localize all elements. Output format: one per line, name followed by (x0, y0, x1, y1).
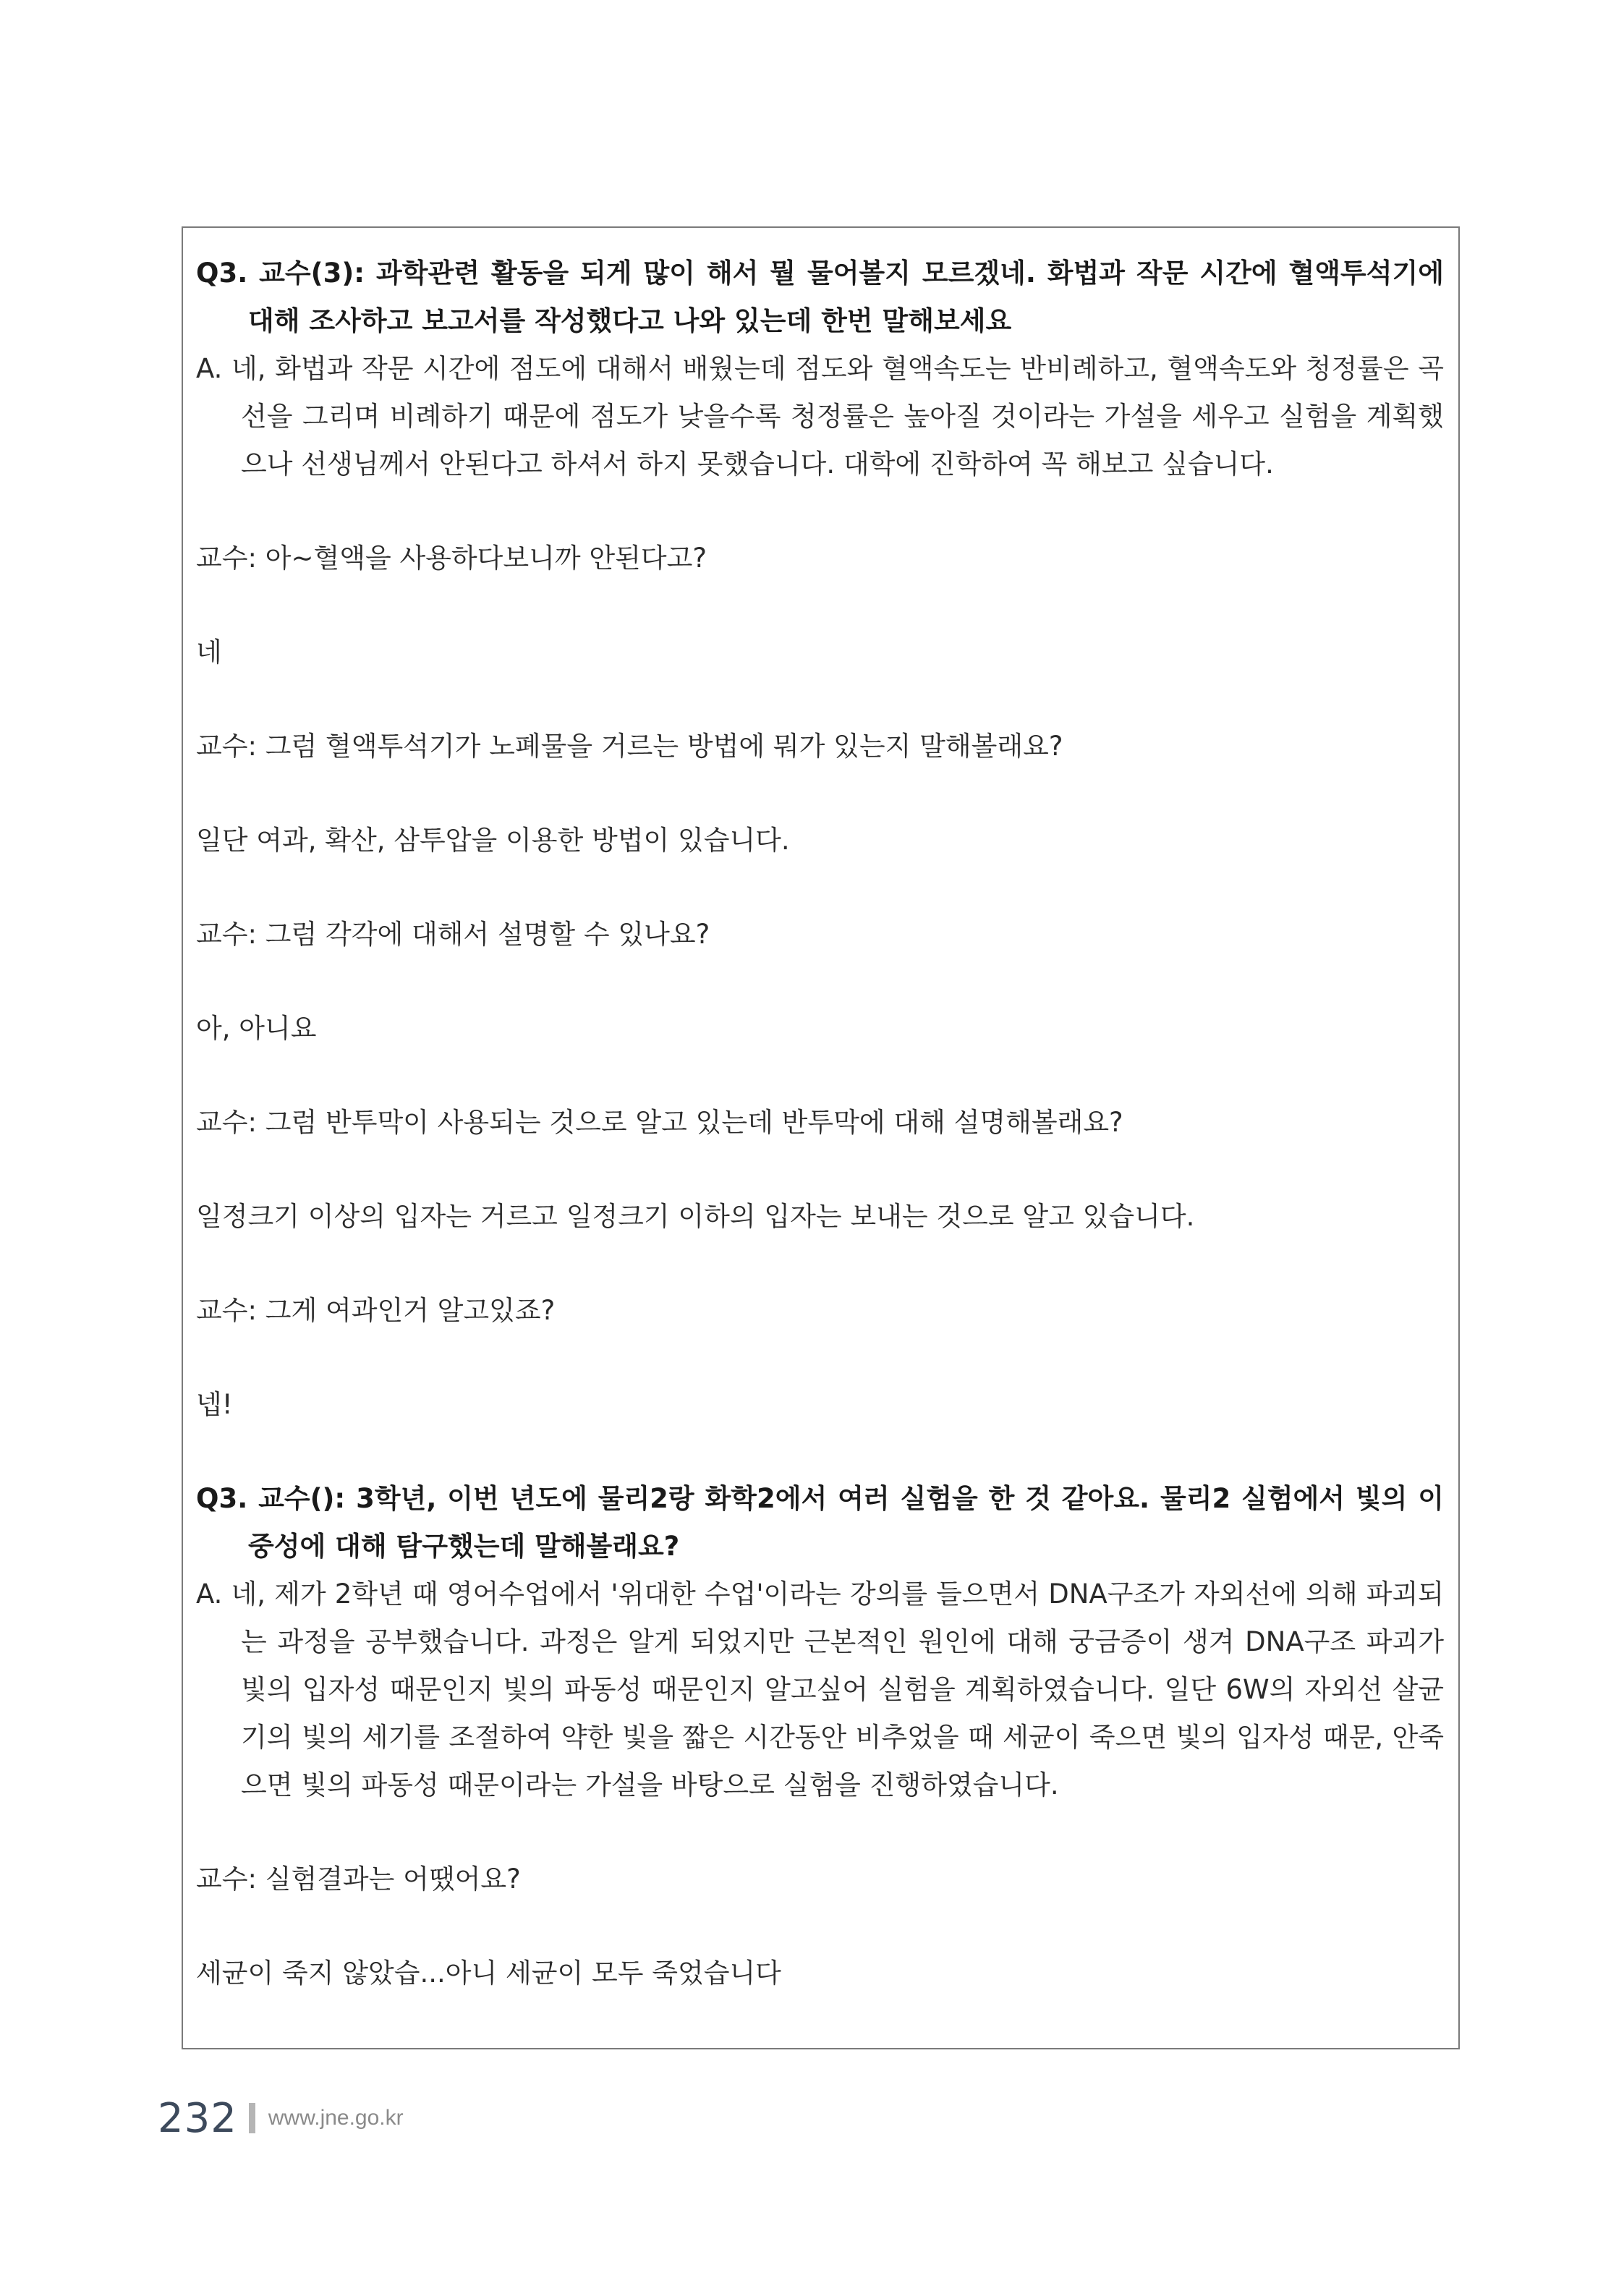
spacer (196, 1053, 1444, 1099)
spacer (196, 676, 1444, 723)
spacer (196, 488, 1444, 535)
dialogue-line: 교수: 실험결과는 어땠어요? (196, 1863, 521, 1895)
dialogue-line: 교수: 그럼 각각에 대해서 설명할 수 있나요? (196, 919, 710, 950)
question-1: Q3. 교수(3): 과학관련 활동을 되게 많이 해서 뭘 물어볼지 모르겠네. 화법과 작문 시간에 혈액투석기에 대해 조사하고 보고서를 작성했다고 나와 있는데 한번 말해보세요 (196, 258, 1444, 336)
spacer (196, 1241, 1444, 1287)
dialogue-line: 교수: 아~혈액을 사용하다보니까 안된다고? (196, 543, 707, 574)
dialogue-line: 네 (196, 637, 222, 668)
answer-1: A. 네, 화법과 작문 시간에 점도에 대해서 배웠는데 점도와 혈액속도는 반비례하고, 혈액속도와 청정률은 곡선을 그리며 비례하기 때문에 점도가 낮을수록 청정률은 높아질 것이라는 가설을 세우고 실험을 계획했으나 선생님께서 안된다고 하셔서 하지 못했습니다. 대학에 진학하여 꼭 해보고 싶습니다. (196, 353, 1444, 480)
spacer (196, 1335, 1444, 1381)
spacer (196, 770, 1444, 817)
page-footer (158, 2093, 404, 2143)
spacer (196, 959, 1444, 1005)
footer-url: www.jne.go.kr (268, 2106, 404, 2130)
dialogue-line: 교수: 그럼 반투막이 사용되는 것으로 알고 있는데 반투막에 대해 설명해볼래요? (196, 1107, 1123, 1138)
interview-transcript-box (182, 226, 1460, 2049)
dialogue-line: 아, 아니요 (196, 1013, 317, 1044)
spacer (196, 1429, 1444, 1475)
spacer (196, 1147, 1444, 1193)
dialogue-line: 교수: 그럼 혈액투석기가 노폐물을 거르는 방법에 뭐가 있는지 말해볼래요? (196, 731, 1063, 762)
dialogue-line: 교수: 그게 여과인거 알고있죠? (196, 1295, 556, 1326)
spacer (196, 1809, 1444, 1856)
spacer (196, 1903, 1444, 1950)
answer-2: A. 네, 제가 2학년 때 영어수업에서 '위대한 수업'이라는 강의를 들으면서 DNA구조가 자외선에 의해 파괴되는 과정을 공부했습니다. 과정은 알게 되었지만 근본적인 원인에 대해 궁금증이 생겨 DNA구조 파괴가 빛의 입자성 때문인지 빛의 파동성 때문인지 알고싶어 실험을 계획하였습니다. 일단 6W의 자외선 살균기의 빛의 세기를 조절하여 약한 빛을 짧은 시간동안 비추었을 때 세균이 죽으면 빛의 입자성 때문, 안죽으면 빛의 파동성 때문이라는 가설을 바탕으로 실험을 진행하였습니다. (196, 1578, 1444, 1801)
question-2: Q3. 교수(): 3학년, 이번 년도에 물리2랑 화학2에서 여러 실험을 한 것 같아요. 물리2 실험에서 빛의 이중성에 대해 탐구했는데 말해볼래요? (196, 1483, 1444, 1562)
dialogue-line: 일정크기 이상의 입자는 거르고 일정크기 이하의 입자는 보내는 것으로 알고 있습니다. (196, 1201, 1195, 1232)
dialogue-line: 세균이 죽지 않았습...아니 세균이 모두 죽었습니다 (196, 1958, 781, 1989)
spacer (196, 864, 1444, 911)
spacer (196, 582, 1444, 629)
dialogue-line: 넵! (196, 1389, 233, 1420)
dialogue-line: 일단 여과, 확산, 삼투압을 이용한 방법이 있습니다. (196, 825, 790, 856)
page-number: 232 (158, 2094, 237, 2142)
footer-divider (249, 2103, 255, 2133)
